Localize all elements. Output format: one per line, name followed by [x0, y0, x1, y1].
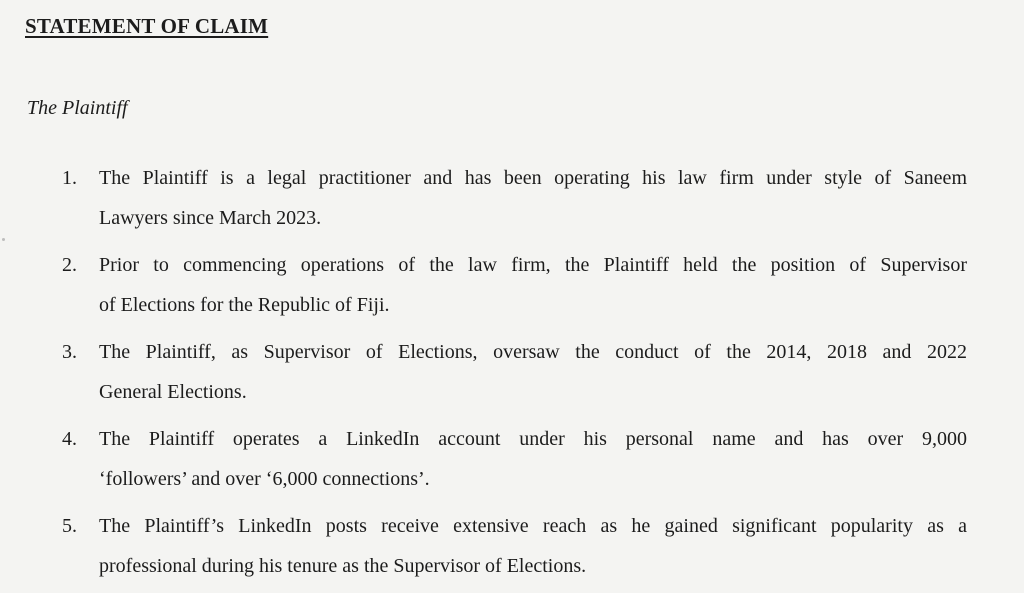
claim-line: The Plaintiff operates a LinkedIn account under his personal name and has over 9,000 [99, 428, 967, 450]
claim-line: The Plaintiff, as Supervisor of Elections, oversaw the conduct of the 2014, 2018 and 2022 [99, 341, 967, 363]
claim-number: 2. [62, 254, 77, 276]
claim-line: General Elections. [99, 381, 247, 403]
claim-number: 5. [62, 515, 77, 537]
claim-number: 1. [62, 167, 77, 189]
claim-number: 3. [62, 341, 77, 363]
claim-line: professional during his tenure as the Supervisor of Elections. [99, 555, 587, 577]
claim-text [99, 419, 967, 499]
claim-text [99, 158, 967, 238]
claims-list [0, 158, 1024, 593]
claim-line: Lawyers since March 2023. [99, 207, 322, 229]
section-heading: The Plaintiff [27, 97, 128, 119]
claim-item [0, 419, 1024, 499]
claim-item [0, 332, 1024, 412]
claim-item [0, 506, 1024, 586]
claim-item [0, 245, 1024, 325]
claim-number: 4. [62, 428, 77, 450]
claim-line: of Elections for the Republic of Fiji. [99, 294, 390, 316]
claim-text [99, 506, 967, 586]
claim-line: The Plaintiff is a legal practitioner and has been operating his law firm under style of Saneem [99, 167, 967, 189]
document-title: STATEMENT OF CLAIM [25, 14, 269, 38]
claim-line: The Plaintiff’s LinkedIn posts receive extensive reach as he gained significant popularity as a [99, 515, 967, 537]
claim-line: ‘followers’ and over ‘6,000 connections’. [99, 468, 430, 490]
claim-text [99, 332, 967, 412]
claim-line: Prior to commencing operations of the law firm, the Plaintiff held the position of Supervisor [99, 254, 967, 276]
claim-text [99, 245, 967, 325]
claim-item [0, 158, 1024, 238]
scan-speck [2, 238, 5, 241]
